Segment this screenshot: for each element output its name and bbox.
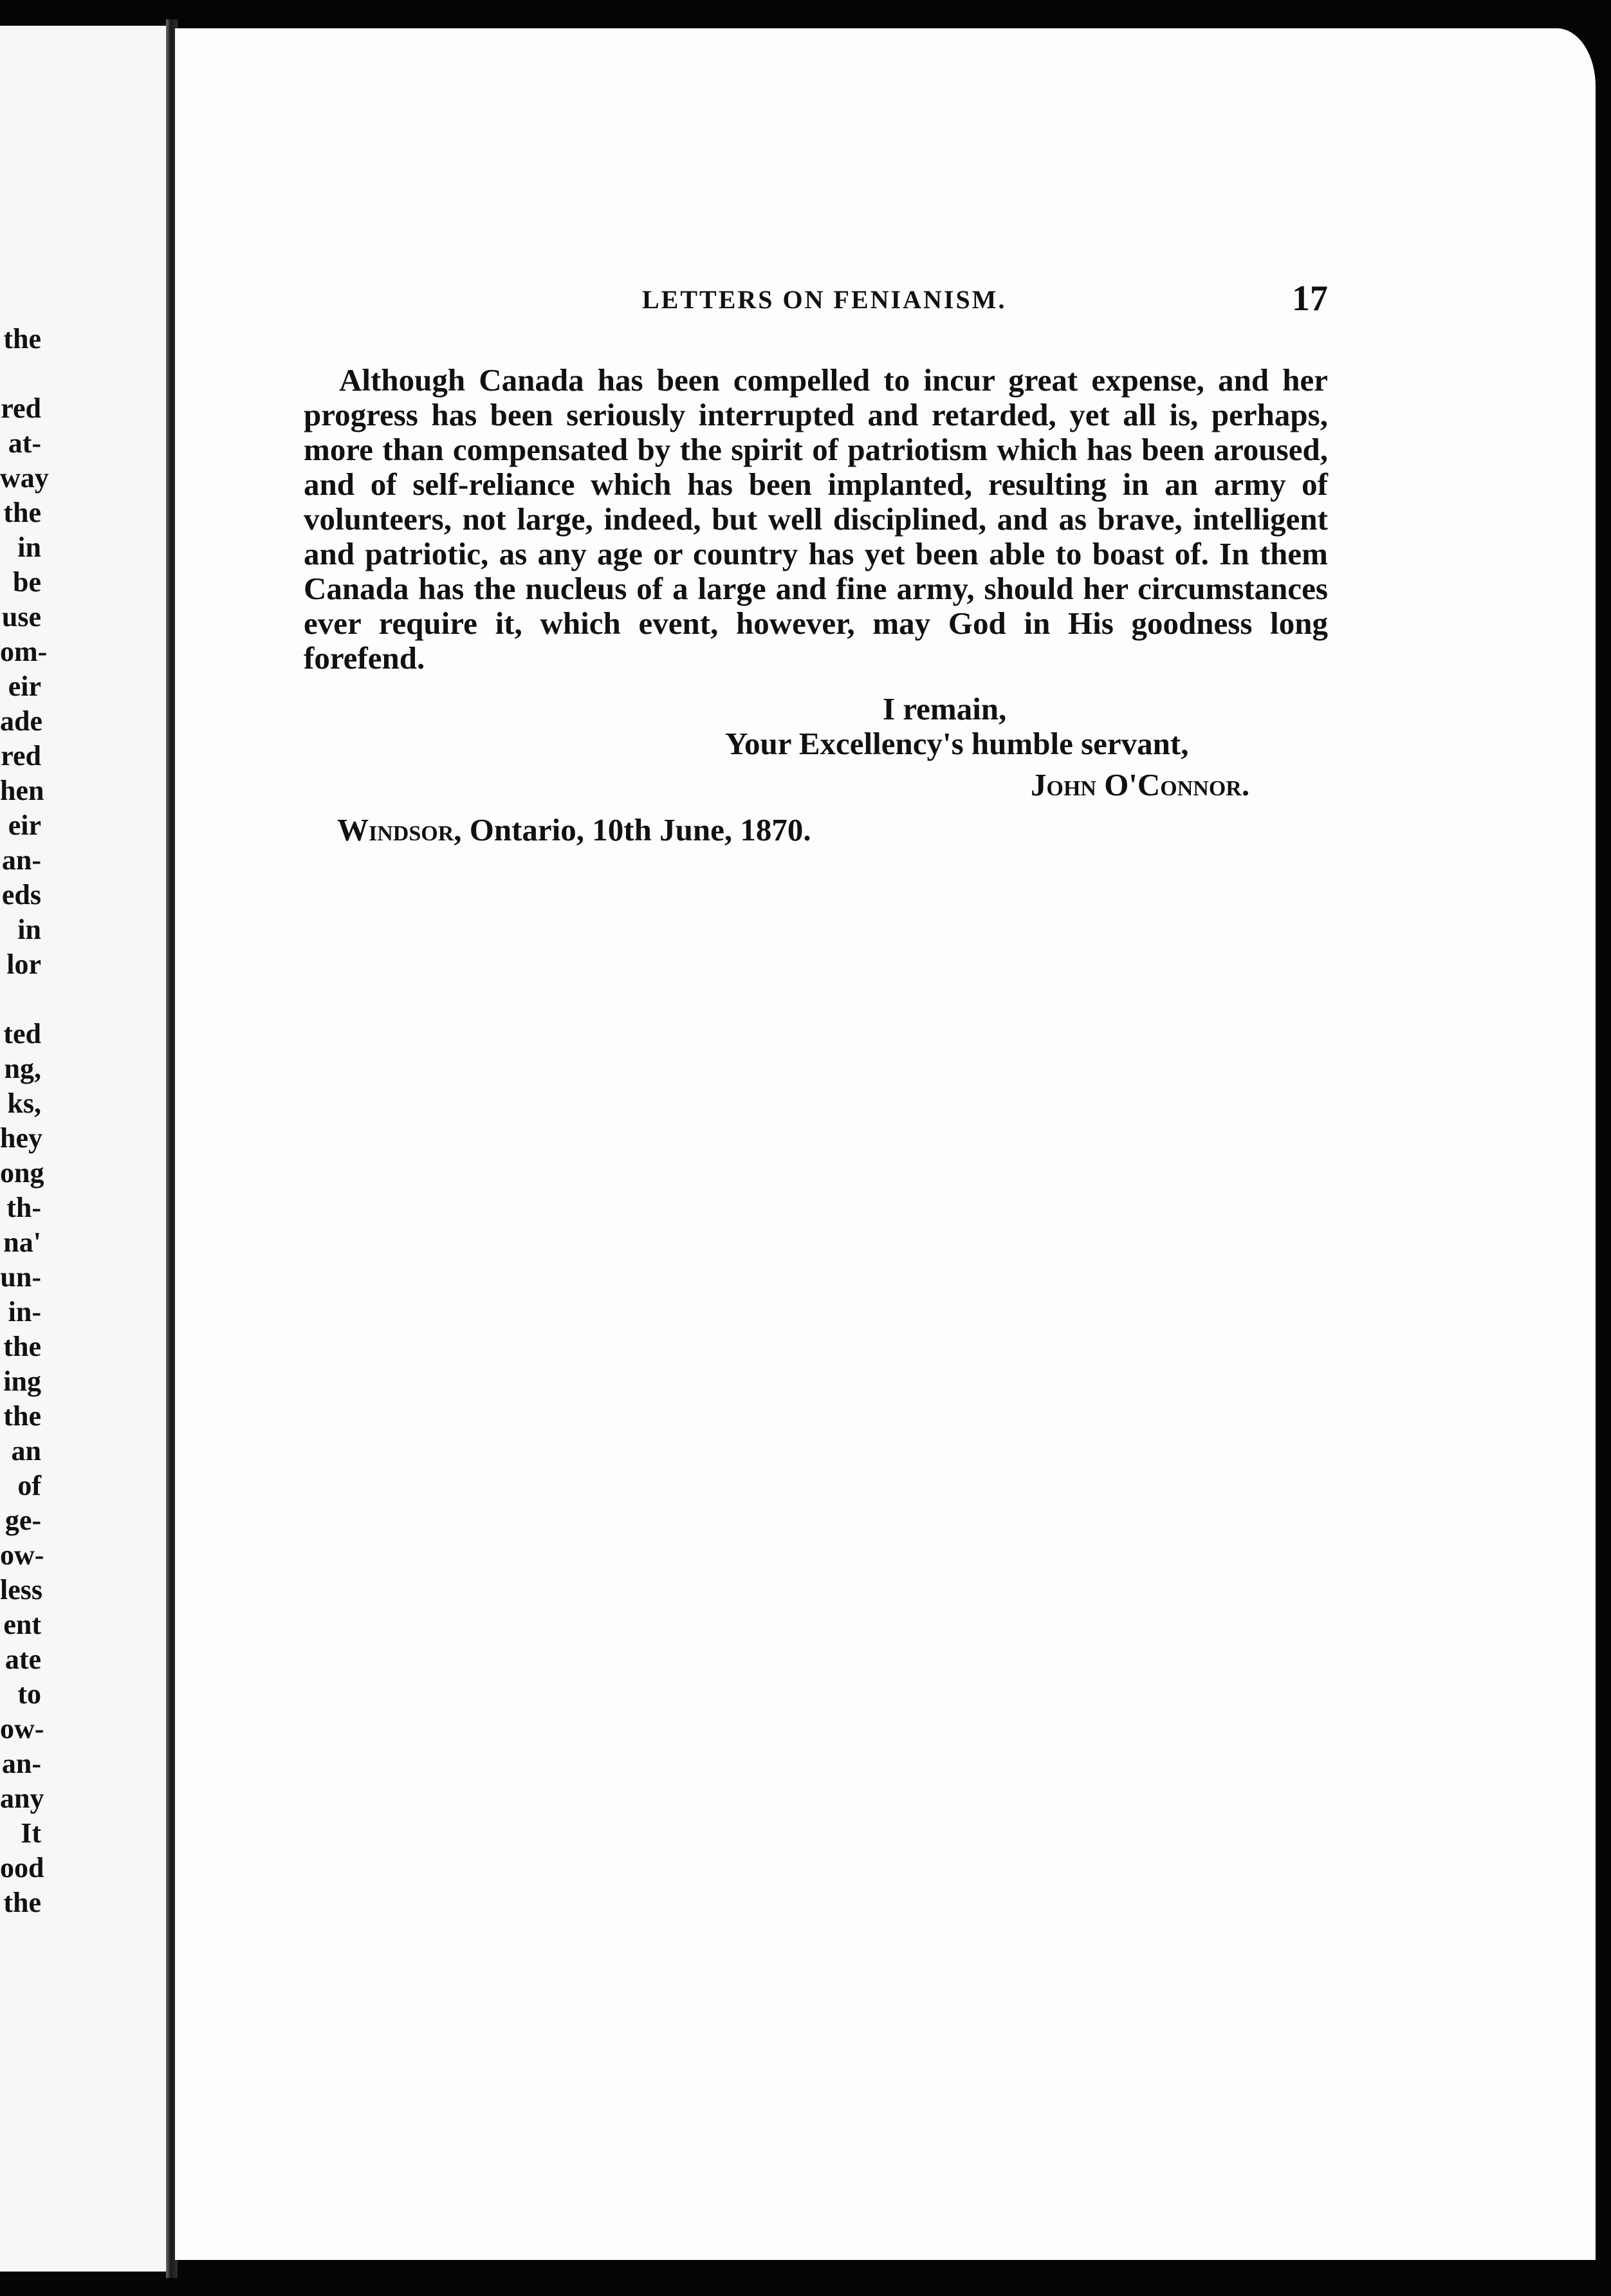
- facing-page-line: red: [1, 393, 41, 424]
- facing-page-line: [0, 982, 41, 1017]
- facing-page-line: ade: [0, 705, 42, 737]
- facing-page-line: to: [17, 1678, 41, 1710]
- facing-page-line: un-: [0, 1261, 41, 1293]
- facing-page-line: the: [3, 497, 41, 528]
- facing-page-line: in-: [8, 1296, 41, 1328]
- page-number: 17: [1292, 279, 1328, 319]
- facing-page-line: an: [11, 1435, 41, 1467]
- body-paragraph: Although Canada has been compelled to incur great expense, and her progress has been seriously interrupted and retarded, yet all is, perhaps, more than compensated by the spirit of patriotism which has been aroused, and of self-reliance which has been implanted, resulting in an army of volunteers, not large, indeed, but well disciplined, and as brave, intelligent and patriotic, as any age or country has yet been able to boast of. In them Canada has the nucleus of a large and fine army, should her circumstances ever require it, which event, however, may God in His goodness long forefend.: [304, 362, 1328, 676]
- facing-page-line: ood: [0, 1852, 44, 1884]
- facing-page-line: ent: [3, 1609, 41, 1640]
- facing-page-line: eir: [8, 810, 41, 841]
- dateline-rest: Ontario, 10th June, 1870.: [461, 812, 811, 847]
- facing-page-line: ge-: [5, 1504, 41, 1536]
- facing-page-line: in: [17, 532, 41, 563]
- facing-page-line: at-: [8, 427, 41, 459]
- facing-page-line: na': [3, 1227, 41, 1258]
- facing-page-line: om-: [0, 636, 48, 667]
- facing-page-fragment: [0, 26, 169, 2272]
- facing-page-line: the: [3, 1331, 41, 1362]
- closing-servant: Your Excellency's humble servant,: [725, 726, 1189, 761]
- facing-page-line: [0, 356, 41, 391]
- facing-page-line: less: [0, 1574, 42, 1606]
- facing-page-line: th-: [6, 1192, 41, 1223]
- letter-body: [304, 363, 1328, 676]
- closing-remain: I remain,: [883, 691, 1007, 727]
- facing-page-line: hey: [0, 1122, 42, 1154]
- facing-page-line: the: [3, 1400, 41, 1432]
- facing-page-line: way: [0, 462, 49, 494]
- facing-page-line: ong: [0, 1157, 44, 1189]
- facing-page-line: eir: [8, 671, 41, 702]
- facing-page-line: ow-: [0, 1539, 44, 1571]
- facing-page-line: the: [3, 323, 41, 355]
- facing-page-line: the: [3, 1887, 41, 1918]
- facing-page-line: eds: [1, 879, 41, 911]
- facing-page-line: red: [1, 740, 41, 772]
- facing-page-line: ted: [3, 1018, 41, 1050]
- signature: John O'Connor.: [1031, 767, 1250, 802]
- dateline-place: Windsor,: [337, 812, 462, 847]
- running-head: [304, 278, 1328, 323]
- book-page: [175, 28, 1596, 2260]
- facing-page-line: an-: [1, 1748, 41, 1779]
- dateline: [337, 812, 811, 848]
- facing-page-line: ow-: [0, 1713, 44, 1745]
- facing-page-text: [0, 322, 49, 1920]
- facing-page-line: in: [17, 914, 41, 945]
- facing-page-line: be: [13, 566, 41, 598]
- facing-page-line: ing: [3, 1366, 41, 1397]
- facing-page-line: use: [1, 601, 41, 633]
- facing-page-line: ks,: [7, 1088, 41, 1119]
- facing-page-line: of: [17, 1470, 41, 1501]
- facing-page-line: any: [0, 1782, 44, 1814]
- facing-page-line: ng,: [4, 1053, 41, 1084]
- facing-page-line: It: [21, 1817, 41, 1849]
- running-head-title: LETTERS ON FENIANISM.: [642, 285, 1007, 314]
- facing-page-line: ate: [5, 1643, 41, 1675]
- facing-page-line: hen: [0, 775, 44, 806]
- facing-page-line: lor: [6, 949, 41, 980]
- facing-page-line: an-: [1, 844, 41, 876]
